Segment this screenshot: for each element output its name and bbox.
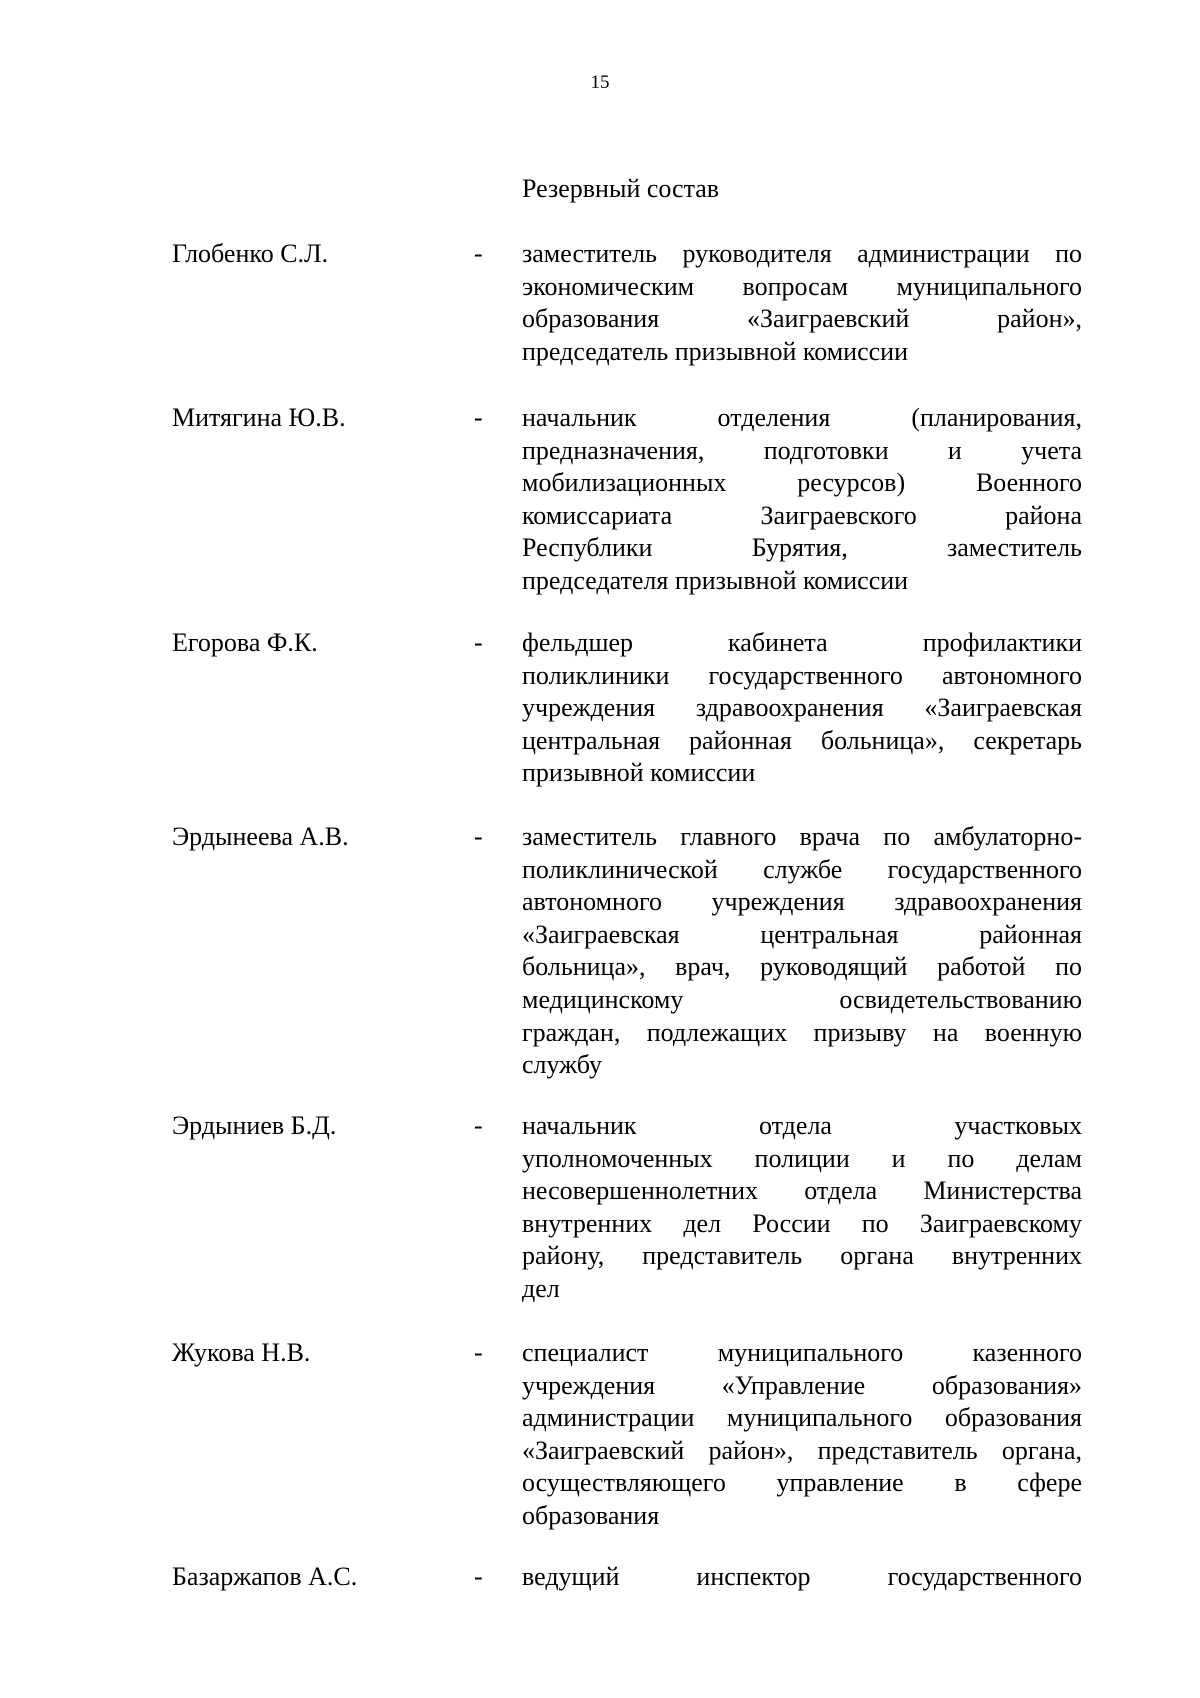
separator-dash: - bbox=[474, 628, 483, 657]
member-description bbox=[522, 1337, 1082, 1533]
section-title: Резервный состав bbox=[522, 174, 720, 203]
description-line: председатель призывной комиссии bbox=[522, 336, 908, 366]
separator-dash: - bbox=[474, 1562, 483, 1591]
description-line: несовершеннолетних отдела Министерства bbox=[522, 1176, 1082, 1206]
member-name: Егорова Ф.К. bbox=[172, 628, 318, 657]
description-line: поликлинической службе государственного bbox=[522, 854, 1082, 884]
member-description bbox=[522, 1110, 1082, 1306]
description-line: внутренних дел России по Заиграевскому bbox=[522, 1208, 1082, 1238]
description-line: «Заиграевский район», представитель органа, bbox=[522, 1435, 1082, 1465]
member-name: Глобенко С.Л. bbox=[172, 239, 329, 268]
member-name: Эрдыниев Б.Д. bbox=[172, 1111, 337, 1140]
description-line: начальник отделения (планирования, bbox=[522, 403, 1082, 432]
separator-dash: - bbox=[474, 1338, 483, 1367]
description-line: учреждения здравоохранения «Заиграевская bbox=[522, 693, 1082, 723]
description-line: начальник отдела участковых bbox=[522, 1111, 1082, 1140]
description-line: уполномоченных полиции и по делам bbox=[522, 1143, 1082, 1173]
description-line: мобилизационных ресурсов) Военного bbox=[522, 468, 1082, 498]
description-line: району, представитель органа внутренних bbox=[522, 1241, 1082, 1271]
member-description bbox=[522, 1561, 1082, 1594]
description-line: граждан, подлежащих призыву на военную bbox=[522, 1017, 1082, 1047]
description-line: учреждения «Управление образования» bbox=[522, 1370, 1082, 1400]
description-line: заместитель руководителя администрации по bbox=[522, 239, 1082, 268]
description-line: фельдшер кабинета профилактики bbox=[522, 628, 1082, 657]
description-line: осуществляющего управление в сфере bbox=[522, 1468, 1082, 1498]
description-line: медицинскому освидетельствованию bbox=[522, 984, 1082, 1014]
member-name: Жукова Н.В. bbox=[172, 1338, 311, 1367]
description-line: экономическим вопросам муниципального bbox=[522, 271, 1082, 301]
separator-dash: - bbox=[474, 1111, 483, 1140]
description-line: образования bbox=[522, 1500, 660, 1530]
description-line: больница», врач, руководящий работой по bbox=[522, 952, 1082, 982]
description-line: поликлиники государственного автономного bbox=[522, 660, 1082, 690]
description-line: центральная районная больница», секретарь bbox=[522, 725, 1082, 755]
separator-dash: - bbox=[474, 239, 483, 268]
description-line: заместитель главного врача по амбулаторно- bbox=[522, 822, 1082, 851]
description-line: призывной комиссии bbox=[522, 758, 756, 788]
description-line: председателя призывной комиссии bbox=[522, 565, 909, 595]
description-line: ведущий инспектор государственного bbox=[522, 1562, 1082, 1591]
description-line: «Заиграевская центральная районная bbox=[522, 919, 1082, 949]
member-description bbox=[522, 238, 1082, 368]
member-description bbox=[522, 627, 1082, 790]
description-line: предназначения, подготовки и учета bbox=[522, 435, 1082, 465]
description-line: автономного учреждения здравоохранения bbox=[522, 887, 1082, 917]
description-line: администрации муниципального образования bbox=[522, 1403, 1082, 1433]
member-description bbox=[522, 821, 1082, 1082]
description-line: дел bbox=[522, 1273, 560, 1303]
description-line: образования «Заиграевский район», bbox=[522, 304, 1082, 334]
description-line: Республики Бурятия, заместитель bbox=[522, 533, 1082, 563]
separator-dash: - bbox=[474, 822, 483, 851]
member-name: Эрдынеева А.В. bbox=[172, 822, 349, 851]
member-description bbox=[522, 402, 1082, 598]
member-name: Базаржапов А.С. bbox=[172, 1562, 358, 1591]
description-line: службу bbox=[522, 1050, 603, 1080]
page-number: 15 bbox=[590, 72, 610, 93]
description-line: специалист муниципального казенного bbox=[522, 1338, 1082, 1367]
separator-dash: - bbox=[474, 403, 483, 432]
description-line: комиссариата Заиграевского района bbox=[522, 500, 1082, 530]
member-name: Митягина Ю.В. bbox=[172, 403, 346, 432]
